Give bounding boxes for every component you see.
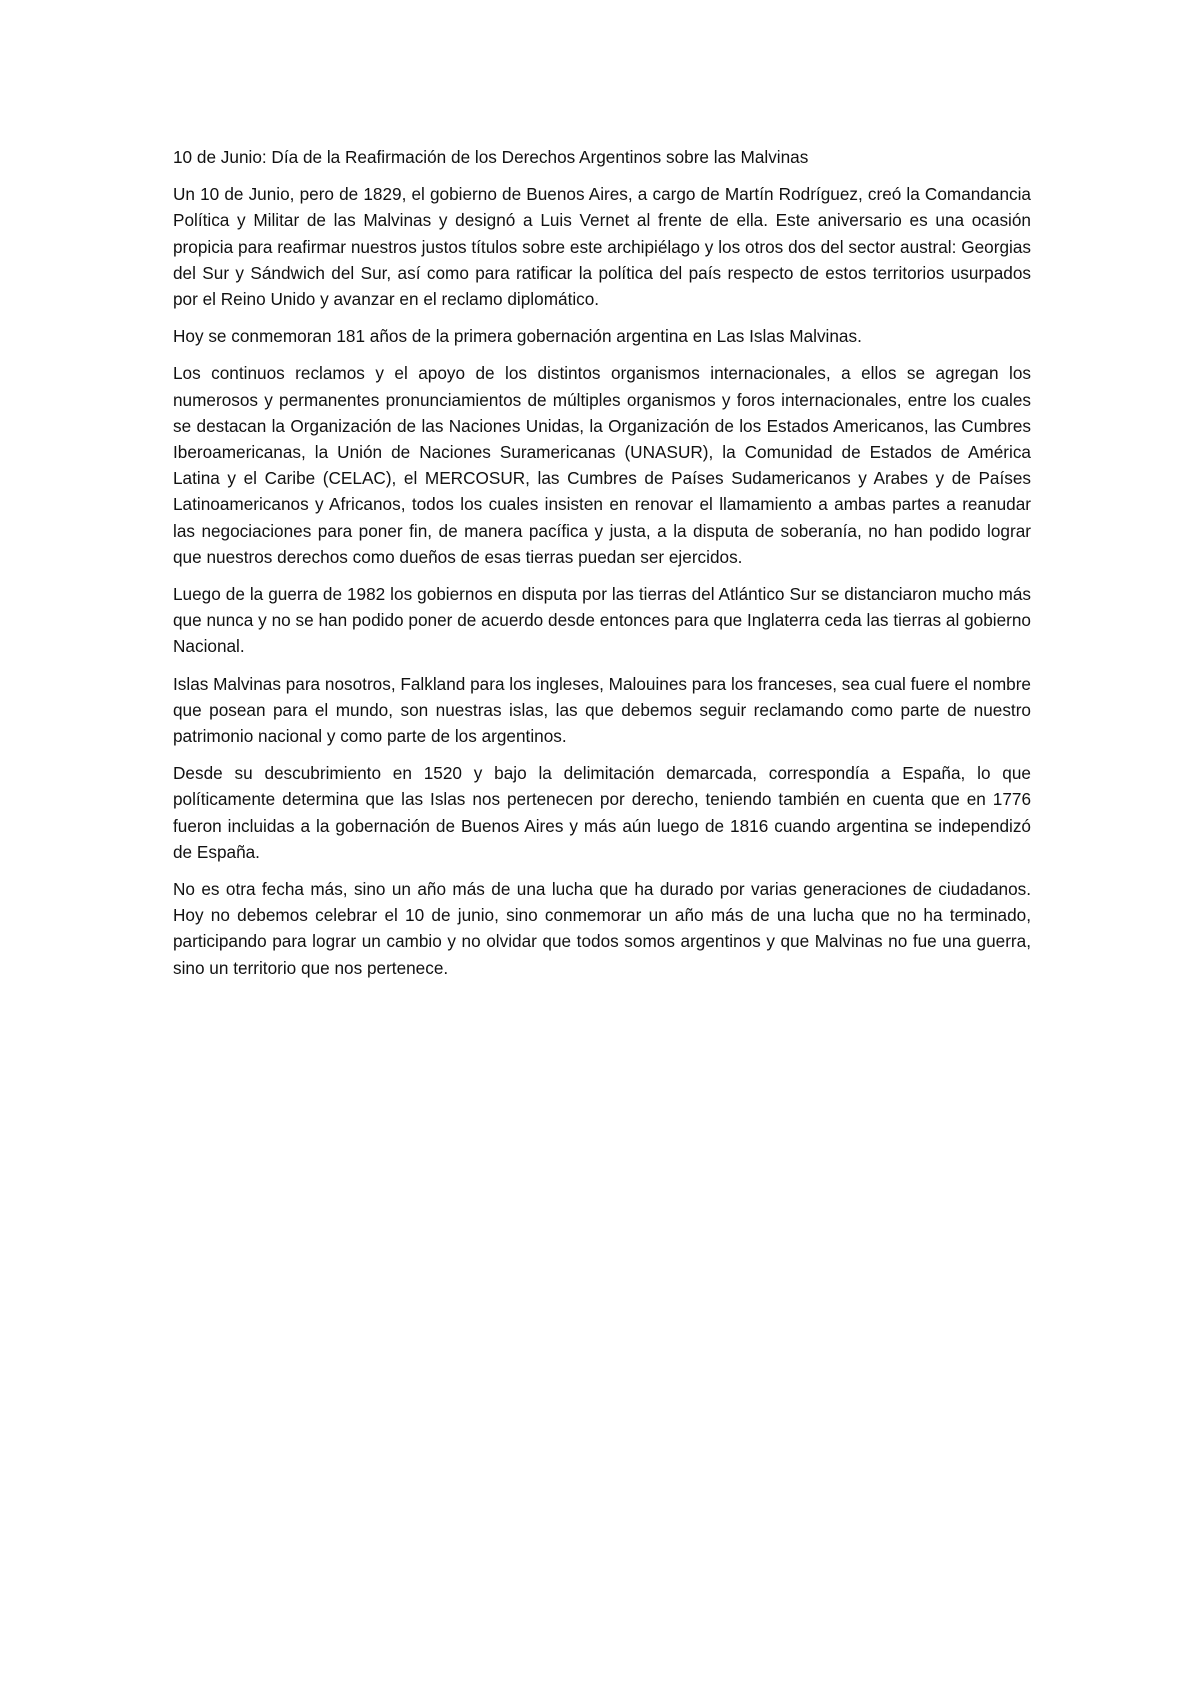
paragraph-names: Islas Malvinas para nosotros, Falkland para los ingleses, Malouines para los franceses, sea cual fuere el nombre que posean para el mundo, son nuestras islas, las que debemos seguir reclamando como parte de nuestro patrimonio nacional y como parte de los argentinos. (173, 673, 1031, 747)
paragraph-history: Desde su descubrimiento en 1520 y bajo la delimitación demarcada, correspondía a España, lo que políticamente determina que las Islas nos pertenecen por derecho, teniendo también en cuenta que en 1776 fueron incluidas a la gobernación de Buenos Aires y más aún luego de 1816 cuando argentina se independizó de España. (173, 763, 1031, 862)
document-title: 10 de Junio: Día de la Reafirmación de los Derechos Argentinos sobre las Malvinas (173, 147, 809, 167)
paragraph-war-1982: Luego de la guerra de 1982 los gobiernos en disputa por las tierras del Atlántico Sur se distanciaron mucho más que nunca y no se han podido poner de acuerdo desde entonces para que Inglaterra ceda las tierras al gobierno Nacional. (173, 584, 1031, 657)
paragraph-international-support: Los continuos reclamos y el apoyo de los distintos organismos internacionales, a ellos se agregan los numerosos y permanentes pronunciamientos de múltiples organismos y foros internacionales, entre los cuales se destacan la Organización de las Naciones Unidas, la Organización de los Estados Americanos, las Cumbres Iberoamericanas, la Unión de Naciones Suramericanas (UNASUR), la Comunidad de Estados de América Latina y el Caribe (CELAC), el MERCOSUR, las Cumbres de Países Sudamericanos y Arabes y de Países Latinoamericanos y Africanos, todos los cuales insisten en renovar el llamamiento a ambas partes a reanudar las negociaciones para poner fin, de manera pacífica y justa, a la disputa de soberanía, no han podido lograr que nuestros derechos como dueños de esas tierras puedan ser ejercidos. (173, 363, 1031, 567)
document-body (173, 144, 1031, 992)
paragraph-founding: Un 10 de Junio, pero de 1829, el gobierno de Buenos Aires, a cargo de Martín Rodríguez, creó la Comandancia Política y Militar de las Malvinas y designó a Luis Vernet al frente de ella. Este aniversario es una ocasión propicia para reafirmar nuestros justos títulos sobre este archipiélago y los otros dos del sector austral: Georgias del Sur y Sándwich del Sur, así como para ratificar la política del país respecto de estos territorios usurpados por el Reino Unido y avanzar en el reclamo diplomático. (173, 184, 1031, 310)
paragraph-conclusion: No es otra fecha más, sino un año más de una lucha que ha durado por varias generaciones de ciudadanos. Hoy no debemos celebrar el 10 de junio, sino conmemorar un año más de una lucha que no ha terminado, participando para lograr un cambio y no olvidar que todos somos argentinos y que Malvinas no fue una guerra, sino un territorio que nos pertenece. (173, 879, 1031, 978)
paragraph-anniversary: Hoy se conmemoran 181 años de la primera gobernación argentina en Las Islas Malvinas. (173, 326, 862, 347)
